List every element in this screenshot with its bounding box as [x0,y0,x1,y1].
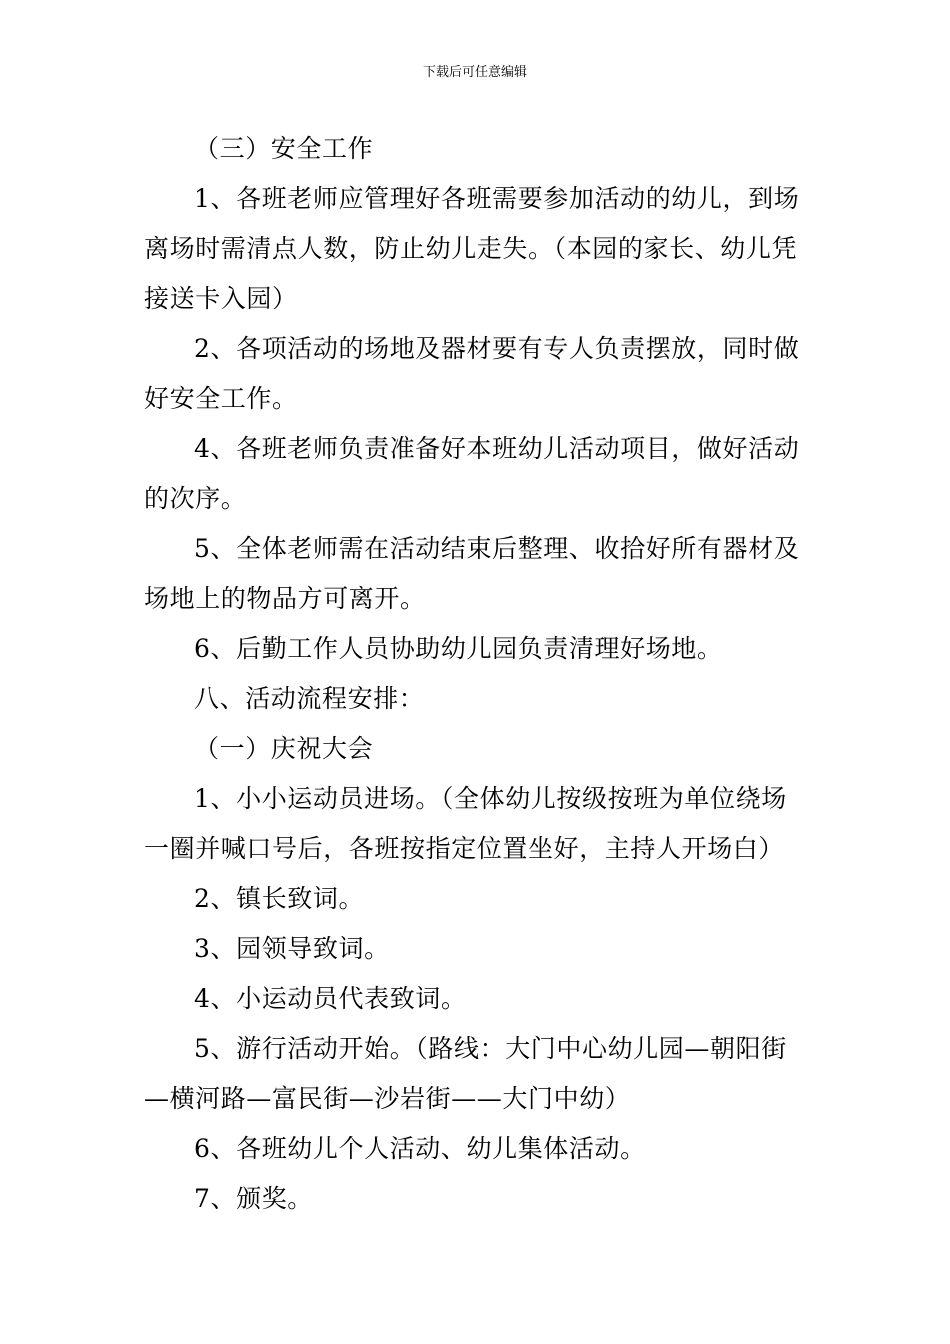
paragraph: 4、各班老师负责准备好本班幼儿活动项目，做好活动的次序。 [144,434,800,513]
paragraph: 5、全体老师需在活动结束后整理、收拾好所有器材及场地上的物品方可离开。 [144,534,800,613]
section-heading-process: 八、活动流程安排： [194,684,425,713]
page-header-note: 下载后可任意编辑 [422,65,527,80]
paragraph: 2、镇长致词。 [194,884,365,913]
document-body [144,124,809,1224]
paragraph: 5、游行活动开始。（路线：大门中心幼儿园—朝阳街—横河路—富民街—沙岩街——大门中幼） [144,1034,787,1113]
paragraph: 3、园领导致词。 [194,934,390,963]
paragraph: 6、后勤工作人员协助幼儿园负责清理好场地。 [194,634,723,663]
paragraph: 1、小小运动员进场。（全体幼儿按级按班为单位绕场一圈并喊口号后，各班按指定位置坐好，主持人开场白） [144,784,787,863]
subsection-heading-celebration: （一）庆祝大会 [194,734,374,763]
paragraph: 7、颁奖。 [194,1184,313,1213]
paragraph: 1、各班老师应管理好各班需要参加活动的幼儿，到场离场时需清点人数，防止幼儿走失。（本园的家长、幼儿凭接送卡入园） [144,184,800,313]
paragraph: 6、各班幼儿个人活动、幼儿集体活动。 [194,1134,646,1163]
paragraph: 4、小运动员代表致词。 [194,984,467,1013]
section-heading-safety: （三）安全工作 [194,134,374,163]
paragraph: 2、各项活动的场地及器材要有专人负责摆放，同时做好安全工作。 [144,334,800,413]
